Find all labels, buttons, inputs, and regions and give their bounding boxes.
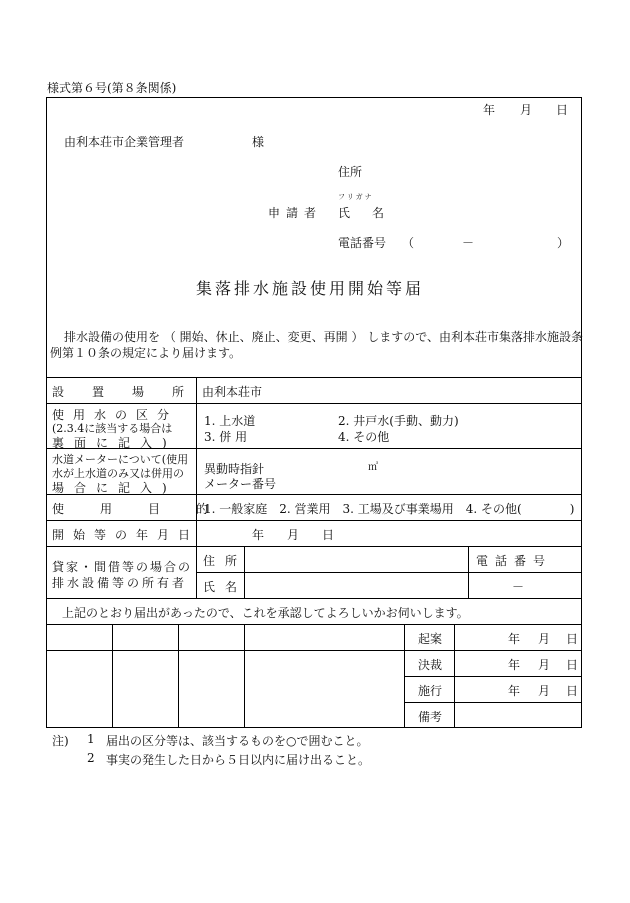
intro-line-1: 排水設備の使用を （ 開始、休止、廃止、変更、再開 ） しますので、由利本荘市集落排水施設条 — [64, 330, 584, 344]
drafted-month: 月 — [538, 632, 551, 646]
water-label-note: (2.3.4に該当する場合は — [52, 422, 173, 435]
water-opt-1: 1. 上水道 — [204, 414, 256, 428]
enforced-label: 施行 — [418, 684, 443, 698]
decided-month: 月 — [538, 658, 551, 672]
date-day: 日 — [556, 103, 569, 117]
rule — [404, 676, 582, 677]
rule — [196, 377, 197, 598]
start-year: 年 — [252, 528, 265, 542]
start-day: 日 — [322, 528, 335, 542]
applicant-address-label: 住所 — [338, 165, 363, 179]
rule — [404, 702, 582, 703]
purpose-options: 1. 一般家庭 2. 営業用 3. 工場及び事業場用 4. その他( ) — [204, 502, 575, 516]
addressee-honorific: 様 — [252, 135, 265, 149]
rule — [178, 624, 179, 728]
phone-dash: － — [462, 236, 475, 250]
meter-label-2: 水が上水道のみ又は併用の — [52, 467, 184, 480]
applicant-phone-label: 電話番号 — [338, 236, 387, 250]
form-label: 様式第６号(第８条関係) — [47, 81, 177, 95]
date-month: 月 — [520, 103, 533, 117]
form-title: 集落排水施設使用開始等届 — [196, 279, 425, 298]
applicant-role: 申請者 — [268, 206, 323, 220]
rule — [46, 546, 582, 547]
date-year: 年 — [483, 103, 496, 117]
meter-number-label: メーター番号 — [204, 477, 277, 491]
note-1-number: 1 — [87, 732, 95, 746]
rule — [454, 624, 455, 728]
purpose-label: 使用目的 — [52, 502, 245, 516]
enforced-day: 日 — [566, 684, 579, 698]
rule — [196, 572, 582, 573]
rule — [46, 377, 582, 378]
intro-line-2: 例第１０条の規定により届けます。 — [50, 346, 242, 360]
decided-day: 日 — [566, 658, 579, 672]
water-opt-3: 3. 併 用 — [204, 430, 248, 444]
rule — [468, 546, 469, 598]
owner-name-label: 氏名 — [203, 580, 248, 594]
approval-note: 上記のとおり届出があったので、これを承認してよろしいかお伺いします。 — [62, 606, 469, 620]
rule — [46, 520, 582, 521]
owner-phone-dash: － — [512, 580, 525, 594]
location-value: 由利本荘市 — [202, 385, 263, 399]
meter-reading-label: 異動時指針 — [204, 462, 265, 476]
water-label-note2: 裏面に記入) — [52, 436, 177, 450]
owner-label: 貸家・間借等の場合の — [52, 560, 193, 574]
start-date-label: 開始等の年月日 — [52, 528, 200, 542]
enforced-year: 年 — [508, 684, 521, 698]
note-2-text: 事実の発生した日から５日以内に届け出ること。 — [106, 753, 371, 767]
rule — [46, 598, 582, 599]
rule — [46, 403, 582, 404]
rule — [112, 624, 113, 728]
location-label: 設置場所 — [52, 385, 213, 399]
water-opt-2: 2. 井戸水(手動、動力) — [338, 414, 459, 428]
addressee-name: 由利本荘市企業管理者 — [64, 135, 185, 149]
phone-close-paren: ） — [557, 236, 570, 250]
owner-address-label: 住所 — [203, 554, 248, 568]
water-opt-4: 4. その他 — [338, 430, 390, 444]
note-1-text: 届出の区分等は、該当するものを○で囲むこと。 — [106, 734, 369, 748]
meter-label: 水道メーターについて(使用 — [52, 453, 189, 466]
rule — [404, 624, 405, 728]
water-label: 使用水の区分 — [52, 408, 179, 422]
drafted-day: 日 — [566, 632, 579, 646]
remarks-label: 備考 — [418, 710, 443, 724]
note-2-number: 2 — [87, 751, 95, 765]
notes-prefix: 注) — [52, 734, 69, 748]
decided-year: 年 — [508, 658, 521, 672]
enforced-month: 月 — [538, 684, 551, 698]
decided-label: 決裁 — [418, 658, 443, 672]
drafted-year: 年 — [508, 632, 521, 646]
applicant-name-ruby: フリガナ — [338, 193, 374, 201]
owner-label-2: 排水設備等の所有者 — [52, 576, 188, 590]
drafted-label: 起案 — [418, 632, 443, 646]
rule — [46, 624, 582, 625]
meter-label-3: 場合に記入) — [52, 481, 177, 495]
rule — [244, 624, 245, 728]
start-month: 月 — [287, 528, 300, 542]
owner-phone-label: 電話番号 — [476, 554, 553, 568]
meter-unit: ㎥ — [368, 462, 378, 473]
applicant-name-label: 氏名 — [338, 206, 407, 220]
phone-open-paren: （ — [402, 236, 415, 250]
rule — [46, 650, 582, 651]
